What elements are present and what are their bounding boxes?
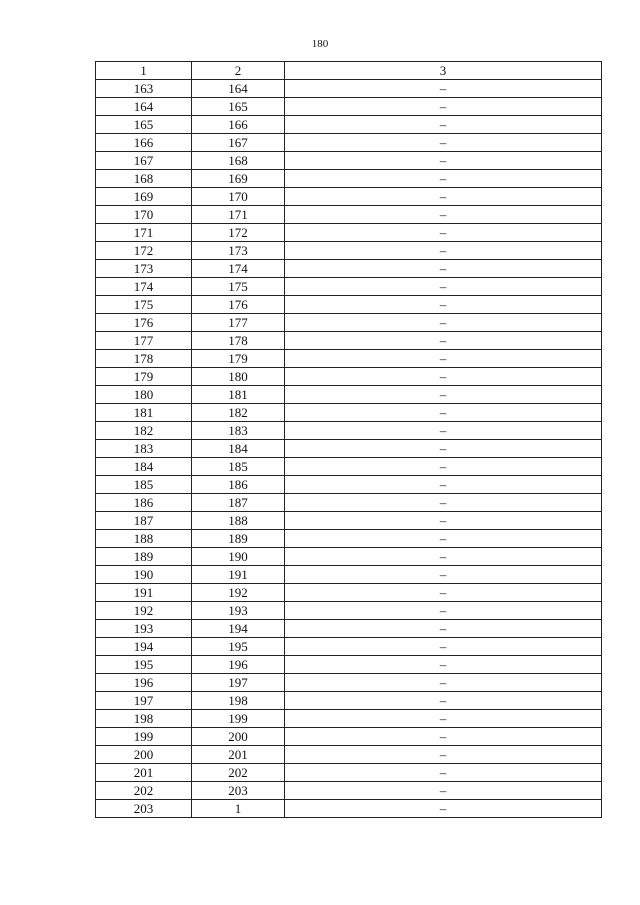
table-cell-col-3: – — [285, 80, 602, 98]
table-cell-col-2: 195 — [192, 638, 285, 656]
table-cell-col-2: 203 — [192, 782, 285, 800]
table-cell-col-3: – — [285, 404, 602, 422]
table-row — [96, 548, 602, 566]
table-cell-col-2: 170 — [192, 188, 285, 206]
table-cell-col-2: 174 — [192, 260, 285, 278]
table-row — [96, 404, 602, 422]
table-row — [96, 152, 602, 170]
table-cell-col-3: – — [285, 548, 602, 566]
table-row — [96, 134, 602, 152]
table-cell-col-2: 186 — [192, 476, 285, 494]
table-cell-col-2: 176 — [192, 296, 285, 314]
table-row — [96, 494, 602, 512]
table-cell-col-2: 187 — [192, 494, 285, 512]
table-row — [96, 116, 602, 134]
table-row — [96, 224, 602, 242]
table-row — [96, 638, 602, 656]
table-cell-col-1: 183 — [96, 440, 192, 458]
table-cell-col-3: – — [285, 278, 602, 296]
table-cell-col-1: 174 — [96, 278, 192, 296]
column-header-2: 2 — [192, 62, 285, 80]
table-cell-col-3: – — [285, 530, 602, 548]
table-cell-col-1: 199 — [96, 728, 192, 746]
table-cell-col-3: – — [285, 440, 602, 458]
table-cell-col-3: – — [285, 674, 602, 692]
table-row — [96, 296, 602, 314]
table-cell-col-2: 190 — [192, 548, 285, 566]
table-cell-col-3: – — [285, 710, 602, 728]
table-row — [96, 782, 602, 800]
table-cell-col-3: – — [285, 494, 602, 512]
table-cell-col-1: 185 — [96, 476, 192, 494]
table-cell-col-3: – — [285, 728, 602, 746]
table-cell-col-1: 178 — [96, 350, 192, 368]
table-row — [96, 170, 602, 188]
column-header-1: 1 — [96, 62, 192, 80]
table-cell-col-1: 170 — [96, 206, 192, 224]
table-row — [96, 188, 602, 206]
table-row — [96, 566, 602, 584]
table-cell-col-3: – — [285, 314, 602, 332]
table-row — [96, 512, 602, 530]
table-cell-col-3: – — [285, 260, 602, 278]
table-cell-col-1: 198 — [96, 710, 192, 728]
table-cell-col-2: 1 — [192, 800, 285, 818]
table-cell-col-1: 175 — [96, 296, 192, 314]
table-row — [96, 710, 602, 728]
table-cell-col-3: – — [285, 692, 602, 710]
table-row — [96, 260, 602, 278]
table-row — [96, 440, 602, 458]
table-cell-col-1: 191 — [96, 584, 192, 602]
table-row — [96, 278, 602, 296]
table-row — [96, 692, 602, 710]
table-cell-col-1: 195 — [96, 656, 192, 674]
table-cell-col-3: – — [285, 512, 602, 530]
table-cell-col-3: – — [285, 566, 602, 584]
table-cell-col-2: 180 — [192, 368, 285, 386]
table-cell-col-1: 169 — [96, 188, 192, 206]
table-cell-col-1: 166 — [96, 134, 192, 152]
table-row — [96, 620, 602, 638]
table-row — [96, 80, 602, 98]
table-row — [96, 746, 602, 764]
table-cell-col-3: – — [285, 242, 602, 260]
table-cell-col-2: 166 — [192, 116, 285, 134]
table-cell-col-1: 179 — [96, 368, 192, 386]
table-cell-col-1: 192 — [96, 602, 192, 620]
table-cell-col-1: 194 — [96, 638, 192, 656]
table-cell-col-3: – — [285, 782, 602, 800]
table-cell-col-3: – — [285, 224, 602, 242]
table-cell-col-2: 196 — [192, 656, 285, 674]
table-cell-col-2: 177 — [192, 314, 285, 332]
table-cell-col-1: 188 — [96, 530, 192, 548]
table-cell-col-3: – — [285, 476, 602, 494]
table-cell-col-2: 188 — [192, 512, 285, 530]
table-cell-col-3: – — [285, 584, 602, 602]
table-body — [96, 80, 602, 818]
table-cell-col-1: 168 — [96, 170, 192, 188]
table-cell-col-2: 200 — [192, 728, 285, 746]
table-cell-col-3: – — [285, 656, 602, 674]
table-row — [96, 206, 602, 224]
table-cell-col-2: 192 — [192, 584, 285, 602]
table-row — [96, 332, 602, 350]
table-cell-col-3: – — [285, 332, 602, 350]
table-cell-col-1: 189 — [96, 548, 192, 566]
table-cell-col-3: – — [285, 638, 602, 656]
table-cell-col-3: – — [285, 602, 602, 620]
table-cell-col-2: 168 — [192, 152, 285, 170]
table-cell-col-1: 200 — [96, 746, 192, 764]
table-cell-col-3: – — [285, 350, 602, 368]
table-row — [96, 368, 602, 386]
table-cell-col-3: – — [285, 296, 602, 314]
table-cell-col-1: 197 — [96, 692, 192, 710]
table-cell-col-3: – — [285, 116, 602, 134]
table-cell-col-1: 163 — [96, 80, 192, 98]
table-row — [96, 674, 602, 692]
table-cell-col-1: 203 — [96, 800, 192, 818]
table-cell-col-1: 182 — [96, 422, 192, 440]
table-row — [96, 242, 602, 260]
table-cell-col-3: – — [285, 134, 602, 152]
data-table — [95, 61, 602, 818]
table-cell-col-3: – — [285, 386, 602, 404]
table-cell-col-2: 172 — [192, 224, 285, 242]
table-cell-col-1: 196 — [96, 674, 192, 692]
table-row — [96, 350, 602, 368]
table-row — [96, 314, 602, 332]
table-cell-col-1: 184 — [96, 458, 192, 476]
table-cell-col-2: 175 — [192, 278, 285, 296]
table-cell-col-2: 183 — [192, 422, 285, 440]
table-cell-col-2: 202 — [192, 764, 285, 782]
table-cell-col-1: 181 — [96, 404, 192, 422]
table-cell-col-3: – — [285, 170, 602, 188]
table-cell-col-3: – — [285, 98, 602, 116]
table-cell-col-2: 173 — [192, 242, 285, 260]
table-cell-col-2: 179 — [192, 350, 285, 368]
table-cell-col-2: 193 — [192, 602, 285, 620]
table-cell-col-1: 164 — [96, 98, 192, 116]
header-row — [96, 62, 602, 80]
table-cell-col-3: – — [285, 188, 602, 206]
table-cell-col-2: 171 — [192, 206, 285, 224]
table-row — [96, 98, 602, 116]
table-cell-col-2: 169 — [192, 170, 285, 188]
table-cell-col-1: 165 — [96, 116, 192, 134]
table-cell-col-2: 165 — [192, 98, 285, 116]
table-header — [96, 62, 602, 80]
table-cell-col-2: 167 — [192, 134, 285, 152]
table-cell-col-2: 189 — [192, 530, 285, 548]
table-row — [96, 602, 602, 620]
table-cell-col-2: 198 — [192, 692, 285, 710]
table-cell-col-1: 186 — [96, 494, 192, 512]
table-cell-col-1: 180 — [96, 386, 192, 404]
table-cell-col-2: 185 — [192, 458, 285, 476]
table-cell-col-2: 201 — [192, 746, 285, 764]
table-cell-col-1: 172 — [96, 242, 192, 260]
table-cell-col-2: 194 — [192, 620, 285, 638]
table-row — [96, 728, 602, 746]
table-cell-col-1: 167 — [96, 152, 192, 170]
table-cell-col-1: 171 — [96, 224, 192, 242]
table-cell-col-3: – — [285, 422, 602, 440]
table-cell-col-1: 201 — [96, 764, 192, 782]
table-cell-col-3: – — [285, 746, 602, 764]
table-row — [96, 422, 602, 440]
column-header-3: 3 — [285, 62, 602, 80]
table-cell-col-2: 184 — [192, 440, 285, 458]
table-cell-col-1: 176 — [96, 314, 192, 332]
table-cell-col-1: 202 — [96, 782, 192, 800]
table-cell-col-1: 190 — [96, 566, 192, 584]
table-row — [96, 800, 602, 818]
table-row — [96, 656, 602, 674]
table-row — [96, 530, 602, 548]
table-cell-col-3: – — [285, 368, 602, 386]
table-cell-col-1: 177 — [96, 332, 192, 350]
table-row — [96, 584, 602, 602]
table-cell-col-2: 164 — [192, 80, 285, 98]
table-cell-col-1: 173 — [96, 260, 192, 278]
table-cell-col-2: 199 — [192, 710, 285, 728]
table-row — [96, 458, 602, 476]
table-cell-col-3: – — [285, 620, 602, 638]
table-cell-col-3: – — [285, 206, 602, 224]
table-cell-col-3: – — [285, 458, 602, 476]
table-cell-col-2: 191 — [192, 566, 285, 584]
table-cell-col-3: – — [285, 152, 602, 170]
table-cell-col-2: 178 — [192, 332, 285, 350]
table-cell-col-2: 181 — [192, 386, 285, 404]
table-cell-col-1: 187 — [96, 512, 192, 530]
page-number: 180 — [311, 38, 329, 50]
table-cell-col-2: 197 — [192, 674, 285, 692]
table-row — [96, 476, 602, 494]
table-row — [96, 764, 602, 782]
table-cell-col-2: 182 — [192, 404, 285, 422]
table-cell-col-3: – — [285, 764, 602, 782]
table-cell-col-1: 193 — [96, 620, 192, 638]
table-row — [96, 386, 602, 404]
table-cell-col-3: – — [285, 800, 602, 818]
